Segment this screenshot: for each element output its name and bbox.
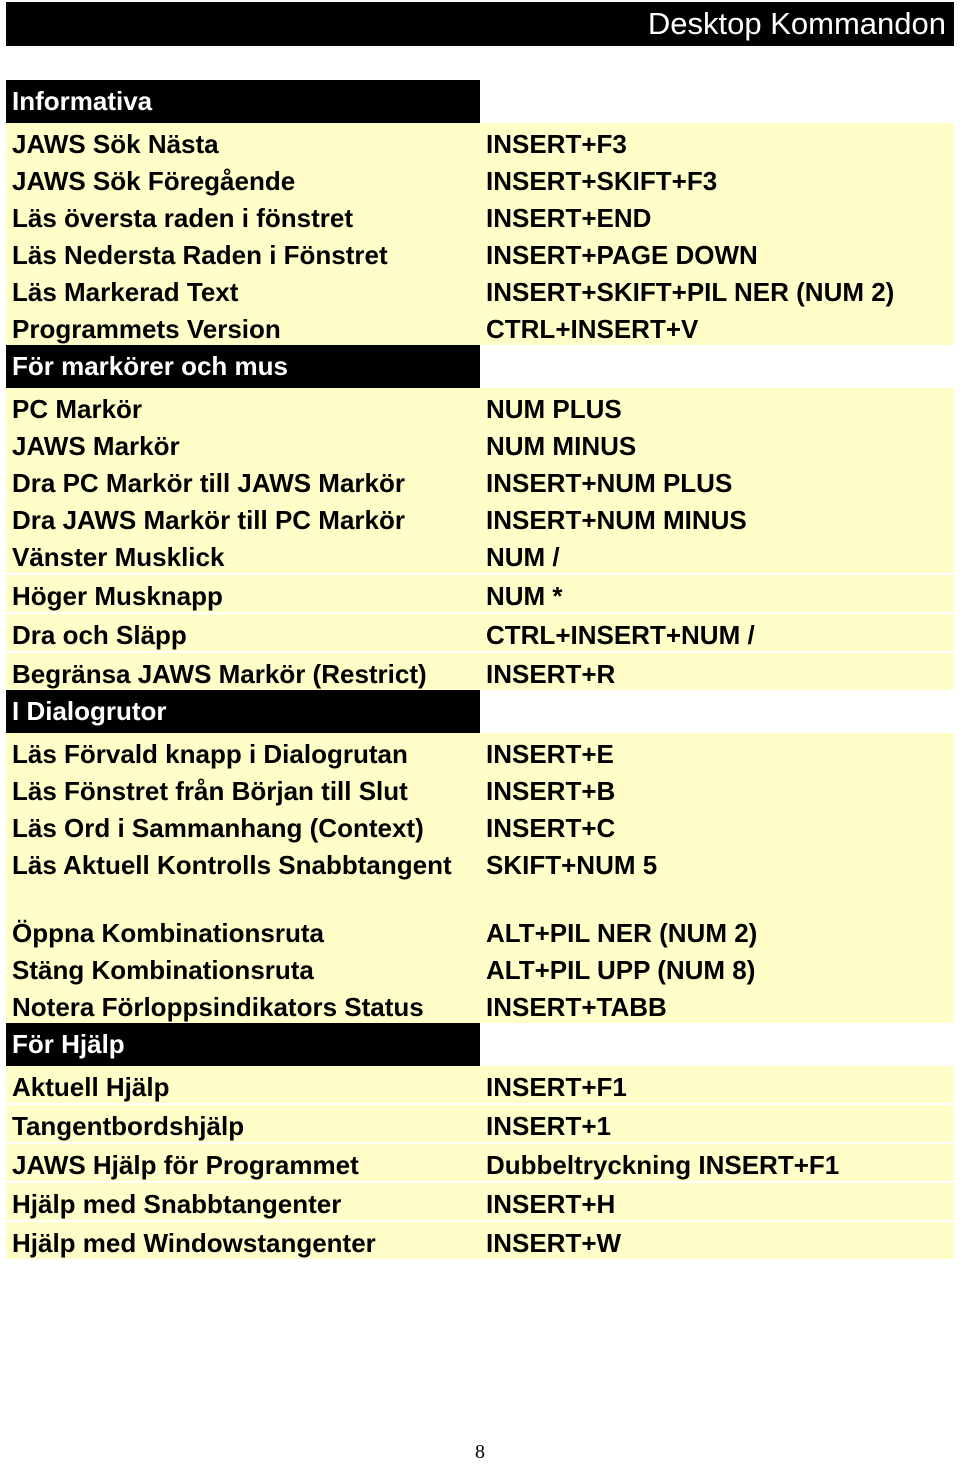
command-action: Höger Musknapp — [6, 574, 480, 613]
command-action: Dra PC Markör till JAWS Markör — [6, 462, 480, 499]
command-action: Stäng Kombinationsruta — [6, 949, 480, 986]
command-key: INSERT+1 — [480, 1104, 954, 1143]
table-row — [6, 1182, 954, 1221]
table-row — [6, 536, 954, 574]
table-row — [6, 197, 954, 234]
command-action: Begränsa JAWS Markör (Restrict) — [6, 652, 480, 690]
section-title: För markörer och mus — [6, 345, 480, 388]
page-title: Desktop Kommandon — [647, 6, 946, 41]
section-header — [6, 345, 954, 388]
table-row — [6, 912, 954, 949]
title-bar — [6, 2, 954, 46]
command-action: PC Markör — [6, 388, 480, 425]
section-title: I Dialogrutor — [6, 690, 480, 733]
command-table — [6, 80, 954, 1259]
table-row — [6, 1143, 954, 1182]
table-row — [6, 499, 954, 536]
command-key: NUM * — [480, 574, 954, 613]
command-action: Läs Markerad Text — [6, 271, 480, 308]
command-key: INSERT+H — [480, 1182, 954, 1221]
command-key: INSERT+B — [480, 770, 954, 807]
command-key: INSERT+C — [480, 807, 954, 844]
table-row — [6, 770, 954, 807]
command-action: Hjälp med Windowstangenter — [6, 1221, 480, 1259]
table-row — [6, 123, 954, 160]
command-action: Läs Fönstret från Början till Slut — [6, 770, 480, 807]
command-action: Notera Förloppsindikators Status — [6, 986, 480, 1023]
command-action: Läs Nedersta Raden i Fönstret — [6, 234, 480, 271]
command-action: Tangentbordshjälp — [6, 1104, 480, 1143]
command-key: CTRL+INSERT+NUM / — [480, 613, 954, 652]
command-action: Läs översta raden i fönstret — [6, 197, 480, 234]
command-action: Vänster Musklick — [6, 536, 480, 574]
table-row — [6, 844, 954, 912]
command-key: NUM PLUS — [480, 388, 954, 425]
command-key: Dubbeltryckning INSERT+F1 — [480, 1143, 954, 1182]
command-key: ALT+PIL UPP (NUM 8) — [480, 949, 954, 986]
command-key: INSERT+SKIFT+PIL NER (NUM 2) — [480, 271, 954, 308]
command-key: NUM / — [480, 536, 954, 574]
section-title: För Hjälp — [6, 1023, 480, 1066]
table-row — [6, 574, 954, 613]
command-key: ALT+PIL NER (NUM 2) — [480, 912, 954, 949]
table-row — [6, 949, 954, 986]
command-action: Läs Aktuell Kontrolls Snabbtangent — [6, 844, 480, 912]
command-key: INSERT+PAGE DOWN — [480, 234, 954, 271]
command-key: INSERT+NUM PLUS — [480, 462, 954, 499]
command-action: Öppna Kombinationsruta — [6, 912, 480, 949]
command-key: INSERT+W — [480, 1221, 954, 1259]
table-row — [6, 1221, 954, 1259]
command-key: CTRL+INSERT+V — [480, 308, 954, 345]
table-row — [6, 425, 954, 462]
table-row — [6, 652, 954, 690]
table-row — [6, 807, 954, 844]
table-row — [6, 462, 954, 499]
command-action: Dra JAWS Markör till PC Markör — [6, 499, 480, 536]
table-row — [6, 733, 954, 770]
table-row — [6, 1104, 954, 1143]
command-action: Läs Ord i Sammanhang (Context) — [6, 807, 480, 844]
command-action: Hjälp med Snabbtangenter — [6, 1182, 480, 1221]
command-action: JAWS Sök Föregående — [6, 160, 480, 197]
command-action: JAWS Hjälp för Programmet — [6, 1143, 480, 1182]
command-key: SKIFT+NUM 5 — [480, 844, 954, 912]
command-action: Läs Förvald knapp i Dialogrutan — [6, 733, 480, 770]
table-row — [6, 308, 954, 345]
section-title: Informativa — [6, 80, 480, 123]
command-key: INSERT+SKIFT+F3 — [480, 160, 954, 197]
command-action: JAWS Markör — [6, 425, 480, 462]
section-header — [6, 80, 954, 123]
command-action: Dra och Släpp — [6, 613, 480, 652]
command-key: INSERT+F3 — [480, 123, 954, 160]
table-row — [6, 613, 954, 652]
page-number: 8 — [475, 1441, 485, 1463]
command-action: Programmets Version — [6, 308, 480, 345]
command-key: INSERT+R — [480, 652, 954, 690]
command-key: INSERT+END — [480, 197, 954, 234]
command-action: JAWS Sök Nästa — [6, 123, 480, 160]
command-key: NUM MINUS — [480, 425, 954, 462]
table-row — [6, 160, 954, 197]
command-action: Aktuell Hjälp — [6, 1066, 480, 1104]
command-key: INSERT+E — [480, 733, 954, 770]
command-key: INSERT+NUM MINUS — [480, 499, 954, 536]
section-header — [6, 1023, 954, 1066]
table-row — [6, 1066, 954, 1104]
table-row — [6, 234, 954, 271]
table-row — [6, 388, 954, 425]
table-row — [6, 986, 954, 1023]
table-row — [6, 271, 954, 308]
command-key: INSERT+F1 — [480, 1066, 954, 1104]
command-key: INSERT+TABB — [480, 986, 954, 1023]
section-header — [6, 690, 954, 733]
